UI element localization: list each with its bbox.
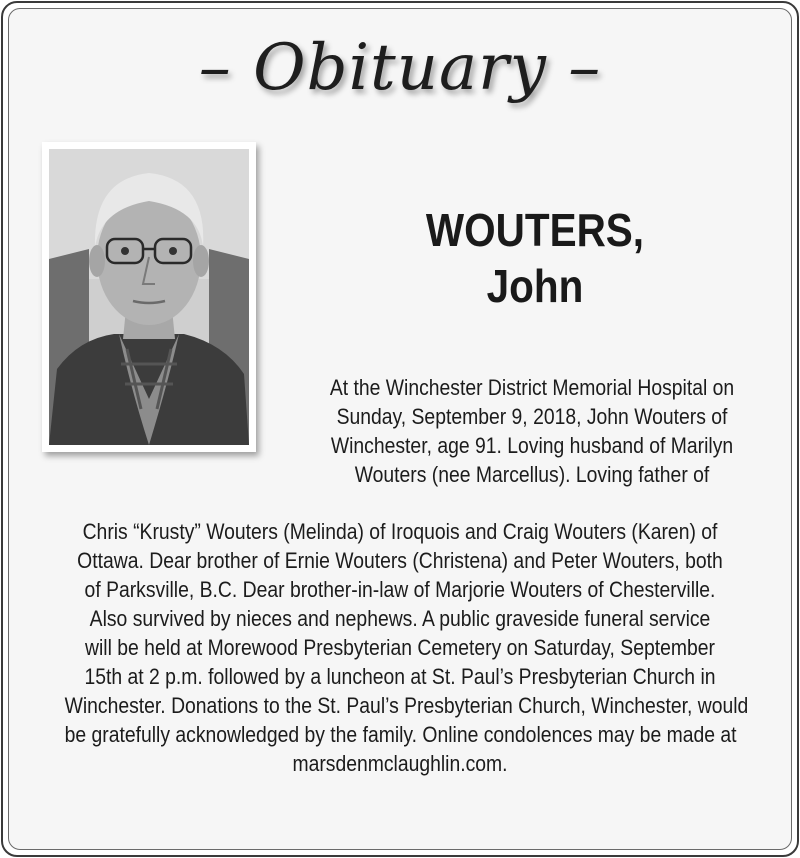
- text-line: be gratefully acknowledged by the family. Online condolences may be made at: [64, 722, 737, 747]
- obituary-text-bottom: [10, 517, 790, 778]
- text-line: Also survived by nieces and nephews. A public graveside funeral service: [89, 606, 711, 631]
- obituary-text-top: [272, 373, 792, 489]
- text-line: Ottawa. Dear brother of Ernie Wouters (Christena) and Peter Wouters, both: [77, 548, 723, 573]
- deceased-name: [380, 202, 690, 314]
- text-line: Sunday, September 9, 2018, John Wouters of: [336, 404, 728, 429]
- portrait-illustration: [49, 149, 249, 445]
- text-line: Wouters (nee Marcellus). Loving father of: [354, 462, 710, 487]
- portrait-photo: [49, 149, 249, 445]
- portrait-frame: [42, 142, 256, 452]
- text-line: Chris “Krusty” Wouters (Melinda) of Iroquois and Craig Wouters (Karen) of: [82, 519, 718, 544]
- text-line: Winchester, age 91. Loving husband of Marilyn: [330, 433, 734, 458]
- text-line: Winchester. Donations to the St. Paul’s Presbyterian Church, Winchester, would: [64, 693, 749, 718]
- text-line: 15th at 2 p.m. followed by a luncheon at St. Paul’s Presbyterian Church in: [84, 664, 716, 689]
- text-line: At the Winchester District Memorial Hospital on: [329, 375, 735, 400]
- obituary-heading: – Obituary –: [198, 31, 602, 105]
- given-name: John: [486, 260, 584, 312]
- text-line: will be held at Morewood Presbyterian Cemetery on Saturday, September: [85, 635, 715, 660]
- website-link[interactable]: marsdenmclaughlin.com.: [292, 751, 508, 776]
- surname: WOUTERS,: [425, 204, 645, 256]
- text-line: of Parksville, B.C. Dear brother-in-law of Marjorie Wouters of Chesterville.: [84, 577, 716, 602]
